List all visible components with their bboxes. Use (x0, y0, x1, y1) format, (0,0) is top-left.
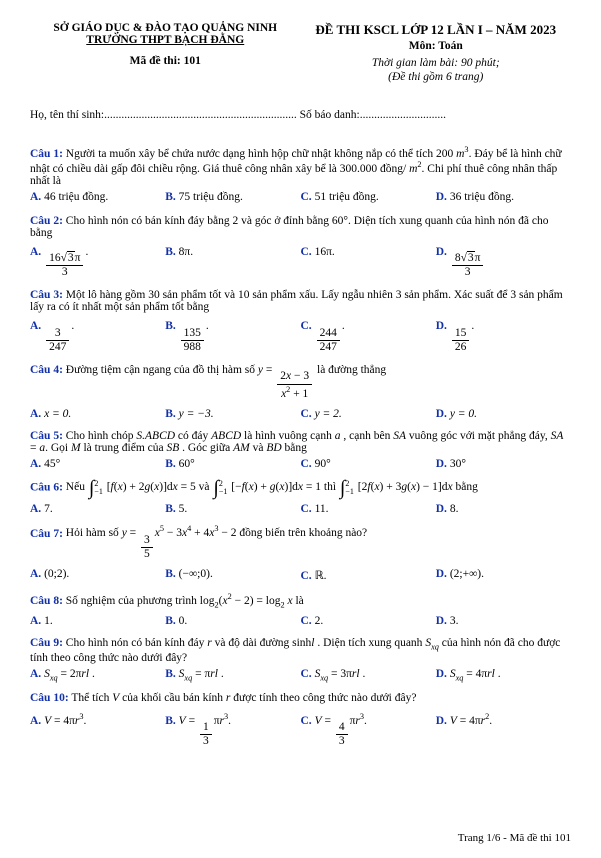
question-3 (30, 289, 571, 354)
q2-opt-a-fraction: $\frac{16√3\pi}{3}$ (46, 252, 83, 279)
question-2 (30, 215, 571, 280)
student-name-blank[interactable]: ................................................................... (104, 109, 297, 121)
q5-opt-a-letter: A. (30, 457, 42, 470)
q7-opt-a-letter: A. (30, 568, 42, 581)
question-10-text: Thể tích V của khối cầu bán kính r được tính theo công thức nào dưới đây? (71, 691, 417, 704)
q3-opt-d-fraction: $\frac{15}{26}$ (452, 327, 470, 354)
exam-duration: Thời gian làm bài: 90 phút; (371, 57, 500, 69)
q7-opt-c-letter: C. (300, 570, 312, 583)
q6-opt-a-text: 7. (44, 502, 53, 515)
q1-unit1: m (456, 147, 465, 160)
question-5 (30, 430, 571, 470)
q8-opt-b-text: 0. (178, 615, 188, 628)
question-7-label: Câu 7: (30, 527, 63, 540)
q3-opt-a-fraction: $\frac{3}{247}$ (46, 327, 69, 354)
question-2-label: Câu 2: (30, 214, 63, 227)
q5-opt-c-letter: C. (300, 457, 312, 470)
q7-option-a[interactable] (30, 568, 165, 582)
q8-option-a[interactable] (30, 615, 165, 627)
q6-opt-c-letter: C. (300, 502, 312, 515)
q4-opt-b-letter: B. (165, 407, 176, 420)
question-3-label: Câu 3: (30, 289, 63, 302)
q7-option-c[interactable] (301, 568, 436, 582)
q5-opt-b-letter: B. (165, 457, 176, 470)
question-4 (30, 364, 571, 420)
q10-opt-b-fraction: $\frac{1}{3}$ (200, 721, 212, 748)
q5-option-a[interactable] (30, 458, 165, 470)
q9-opt-d-letter: D. (435, 667, 447, 680)
question-4-text: Đường tiệm cận ngang của đồ thị hàm số y = $\frac{2x - 3}{x^2 + 1}$ là đường thẳng (65, 364, 387, 400)
q10-option-b[interactable]: B. V = $\frac{1}{3}$ $\pi r^3$. (165, 711, 232, 748)
question-9-answers (30, 668, 571, 682)
question-2-answers (30, 246, 571, 280)
q10-opt-c-fraction: $\frac{4}{3}$ (336, 721, 348, 748)
question-7 (30, 525, 571, 583)
q1-option-d[interactable] (436, 191, 571, 203)
q7-opt-b-text: (−∞;0). (178, 568, 213, 581)
q4-opt-a-text: x = 0. (44, 407, 72, 420)
question-1-text: Người ta muốn xây bể chứa nước dạng hình hộp chữ nhật không nắp có thể tích 200 $m^3$. Đáy bể là hình chữ nhật có chiều dài gấp đôi chiều rộng. Giá thuê công nhân xây bể là 300.000 đồng/ $m^2$. Chi phí thuê công nhân thấp nhất là (30, 145, 562, 187)
q6-opt-d-letter: D. (435, 502, 447, 515)
q5-option-d[interactable] (436, 458, 571, 470)
question-10-answers (30, 712, 571, 749)
student-id-label: Số báo danh: (299, 109, 360, 121)
q5-opt-d-letter: D. (435, 457, 447, 470)
q1-part3: Chi phí thuê công nhân thấp nhất là (30, 162, 558, 187)
q6-opt-b-letter: B. (165, 502, 176, 515)
page-footer: Trang 1/6 - Mã đề thi 101 (457, 832, 571, 844)
q8-opt-a-letter: A. (30, 615, 42, 628)
q2-opt-b-text: 8π. (178, 245, 194, 258)
q8-option-d[interactable] (436, 615, 571, 627)
q8-opt-d-letter: D. (435, 615, 447, 628)
q3-opt-a-letter: A. (30, 320, 42, 333)
exam-code: Mã đề thi: 101 (129, 55, 201, 67)
q8-opt-b-letter: B. (165, 615, 176, 628)
header-left (30, 22, 301, 83)
q2-opt-b-letter: B. (165, 245, 176, 258)
q1-part1: Người ta muốn xây bể chứa nước dạng hình hộp chữ nhật không nắp có thể tích (65, 147, 434, 160)
question-9-label: Câu 9: (30, 637, 63, 650)
q3-option-b[interactable]: B. $\frac{135}{988}$ . (165, 320, 209, 353)
q9-option-c[interactable]: C. $S_{xq} = 3\pi rl$ . (300, 667, 366, 682)
q6-opt-b-text: 5. (178, 502, 188, 515)
q5-opt-b-text: 60° (178, 457, 195, 470)
q3-opt-c-fraction: $\frac{244}{247}$ (317, 327, 340, 354)
page-header (30, 22, 571, 83)
question-5-label: Câu 5: (30, 429, 63, 442)
question-9 (30, 637, 571, 682)
q5-opt-c-text: 90° (314, 457, 331, 470)
question-4-answers (30, 408, 571, 420)
q10-option-a[interactable]: A. $V = 4\pi r^3$. (30, 711, 87, 727)
q6-integral-3: ∫ 2 −1 (339, 477, 354, 500)
q1-unit2-exp: 2 (417, 159, 422, 169)
q10-option-d[interactable]: D. $V = 4\pi r^2$. (435, 711, 493, 727)
q1-opt-b-text: 75 triệu đồng. (178, 190, 243, 203)
q2-opt-d-fraction: $\frac{8√3\pi}{3}$ (452, 252, 484, 279)
question-7-answers (30, 568, 571, 582)
q5-opt-d-text: 30° (449, 457, 466, 470)
q6-option-a[interactable] (30, 503, 165, 515)
q9-opt-b-letter: B. (165, 667, 176, 680)
student-name-label: Họ, tên thí sinh: (30, 109, 105, 121)
q3-opt-d-letter: D. (435, 320, 447, 333)
question-6-label: Câu 6: (30, 481, 63, 494)
q4-opt-d-text: y = 0. (449, 407, 478, 420)
q2-option-b[interactable] (165, 246, 300, 280)
q9-option-a[interactable]: A. $S_{xq} = 2\pi rl$ . (30, 667, 95, 682)
q1-opt-d-text: 36 triệu đồng. (449, 190, 515, 203)
q7-option-b[interactable] (165, 568, 300, 582)
q6-opt-d-text: 8. (449, 502, 459, 515)
q9-opt-a-letter: A. (30, 667, 42, 680)
q2-opt-d-letter: D. (435, 245, 447, 258)
question-1-label: Câu 1: (30, 147, 63, 160)
q9-option-b[interactable]: B. $S_{xq} = \pi rl$ . (165, 667, 224, 682)
q10-opt-c-letter: C. (300, 714, 312, 727)
q7-opt-b-letter: B. (165, 568, 176, 581)
q6-option-d[interactable] (436, 503, 571, 515)
question-5-text: Cho hình chóp S.ABCD có đáy ABCD là hình vuông cạnh a , cạnh bên SA vuông góc với mặt phẳng đáy, SA = a. Gọi M là trung điểm của SB . Góc giữa AM và BD bằng (30, 429, 564, 454)
q7-opt-a-text: (0;2). (44, 568, 70, 581)
q1-opt-c-letter: C. (300, 190, 312, 203)
question-9-text: Cho hình nón có bán kính đáy r và độ dài đường sinhl . Diện tích xung quanh $S_{xq}$ của hình nón đã cho được tính theo công thức nào dưới đây? (30, 637, 561, 664)
q3-opt-c-letter: C. (300, 320, 312, 333)
q2-option-d[interactable] (436, 246, 571, 280)
q7-coefficient-fraction: $\frac{3}{5}$ (141, 534, 153, 561)
q4-opt-a-letter: A. (30, 407, 42, 420)
q6-option-b[interactable] (165, 503, 300, 515)
question-5-answers (30, 458, 571, 470)
school-name: TRƯỜNG THPT BẠCH ĐẰNG (86, 34, 245, 46)
q8-opt-a-text: 1. (44, 615, 53, 628)
q4-opt-b-text: y = −3. (178, 407, 214, 420)
q7-opt-d-text: (2;+∞). (449, 568, 484, 581)
q1-opt-a-text: 46 triệu đồng. (44, 190, 109, 203)
q4-function-fraction: $\frac{2x - 3}{x^2 + 1}$ (277, 370, 312, 400)
q6-opt-a-letter: A. (30, 502, 42, 515)
department-name: SỞ GIÁO DỤC & ĐÀO TẠO QUẢNG NINH (53, 22, 278, 34)
q7-opt-c-text: ℝ. (314, 570, 327, 583)
q4-opt-d-letter: D. (435, 407, 447, 420)
q3-option-a[interactable]: A. $\frac{3}{247}$ . (30, 320, 75, 353)
question-8 (30, 592, 571, 627)
question-6-answers (30, 503, 571, 515)
q2-opt-a-letter: A. (30, 245, 42, 258)
q2-option-c[interactable] (301, 246, 436, 280)
q4-opt-c-text: y = 2. (314, 407, 342, 420)
q1-unit2: m (409, 162, 418, 175)
q10-option-c[interactable]: C. V = $\frac{4}{3}$ $\pi r^3$. (300, 711, 367, 748)
q1-opt-c-text: 51 triệu đồng. (314, 190, 379, 203)
question-8-label: Câu 8: (30, 594, 63, 607)
question-7-text: Hỏi hàm số y = $\frac{3}{5}$ $x^5 - 3x^4 + 4x^3 - 2$ đồng biến trên khoảng nào? (65, 524, 368, 560)
q2-opt-c-text: 16π. (314, 245, 335, 258)
question-8-answers (30, 615, 571, 627)
q4-option-c[interactable] (301, 408, 436, 420)
exam-pages: (Đề thi gồm 6 trang) (388, 71, 484, 83)
q1-opt-b-letter: B. (165, 190, 176, 203)
question-1-answers (30, 191, 571, 203)
q8-opt-d-text: 3. (449, 615, 459, 628)
q7-opt-d-letter: D. (435, 568, 447, 581)
q5-opt-a-text: 45° (44, 457, 61, 470)
q10-opt-d-letter: D. (435, 714, 447, 727)
q1-opt-d-letter: D. (435, 190, 447, 203)
q1-opt-a-letter: A. (30, 190, 42, 203)
question-6-text: Nếu ∫ 2 −1 [f(x) + 2g(x)]dx = 5 và ∫ 2 −1 [−f(x) + g(x)]dx = 1 thì ∫ 2 −1 [2f(x) + 3g(x) − 1]dx bằng (65, 477, 478, 500)
q8-option-c[interactable] (301, 615, 436, 627)
q1-part2: Đáy bể là hình chữ nhật có chiều dài gấp đôi chiều rộng. Giá thuê công nhân xây bể là 300.000 đồng/ (30, 147, 562, 175)
student-info-line (30, 109, 571, 121)
q7-option-d[interactable] (436, 568, 571, 582)
q2-option-a[interactable]: A. $\frac{16√3\pi}{3}$ . (30, 245, 89, 279)
q4-option-b[interactable] (165, 408, 300, 420)
q6-opt-c-text: 11. (314, 502, 329, 515)
q4-opt-c-letter: C. (300, 407, 312, 420)
question-3-text: Một lô hàng gồm 30 sản phẩm tốt và 10 sản phẩm xấu. Lấy ngẫu nhiên 3 sản phẩm. Xác suất để 3 sản phẩm lấy ra có ít nhất một sản phẩm tốt bằng (30, 289, 563, 314)
q3-opt-b-fraction: $\frac{135}{988}$ (181, 327, 204, 354)
q1-option-a[interactable] (30, 191, 165, 203)
q2-opt-c-letter: C. (300, 245, 312, 258)
question-2-text: Cho hình nón có bán kính đáy bằng 2 và góc ở đỉnh bằng 60°. Diện tích xung quanh của hình nón đã cho bằng (30, 214, 549, 239)
q6-integral-1: ∫ 2 −1 (88, 477, 103, 500)
q4-option-a[interactable] (30, 408, 165, 420)
q8-opt-c-text: 2. (314, 615, 324, 628)
q10-opt-a-letter: A. (30, 714, 42, 727)
question-1 (30, 145, 571, 203)
question-8-text: Số nghiệm của phương trình $\log_2(x^2 - 2) = \log_2 x$ là (65, 592, 304, 610)
q9-opt-c-letter: C. (300, 667, 312, 680)
q1-value: 200 (435, 147, 454, 160)
q3-option-c[interactable]: C. $\frac{244}{247}$ . (300, 320, 345, 353)
q8-opt-c-letter: C. (300, 615, 312, 628)
q10-opt-b-letter: B. (165, 714, 176, 727)
q4-option-d[interactable] (436, 408, 571, 420)
header-right (301, 22, 572, 83)
question-10 (30, 692, 571, 749)
q5-option-c[interactable] (301, 458, 436, 470)
q1-option-b[interactable] (165, 191, 300, 203)
q3-opt-b-letter: B. (165, 320, 176, 333)
question-4-label: Câu 4: (30, 364, 63, 377)
q5-option-b[interactable] (165, 458, 300, 470)
q3-option-d[interactable]: D. $\frac{15}{26}$ . (435, 320, 475, 353)
q6-integral-2: ∫ 2 −1 (213, 477, 228, 500)
question-6 (30, 477, 571, 515)
exam-title: ĐỀ THI KSCL LỚP 12 LẦN I – NĂM 2023 (315, 22, 557, 37)
q1-unit1-exp: 3 (464, 145, 469, 154)
student-id-blank[interactable]: .............................. (359, 109, 446, 121)
exam-subject: Môn: Toán (408, 40, 463, 52)
q8-option-b[interactable] (165, 615, 300, 627)
q9-option-d[interactable]: D. $S_{xq} = 4\pi rl$ . (435, 667, 501, 682)
question-3-answers (30, 320, 571, 354)
q6-option-c[interactable] (301, 503, 436, 515)
q1-option-c[interactable] (301, 191, 436, 203)
question-10-label: Câu 10: (30, 691, 69, 704)
